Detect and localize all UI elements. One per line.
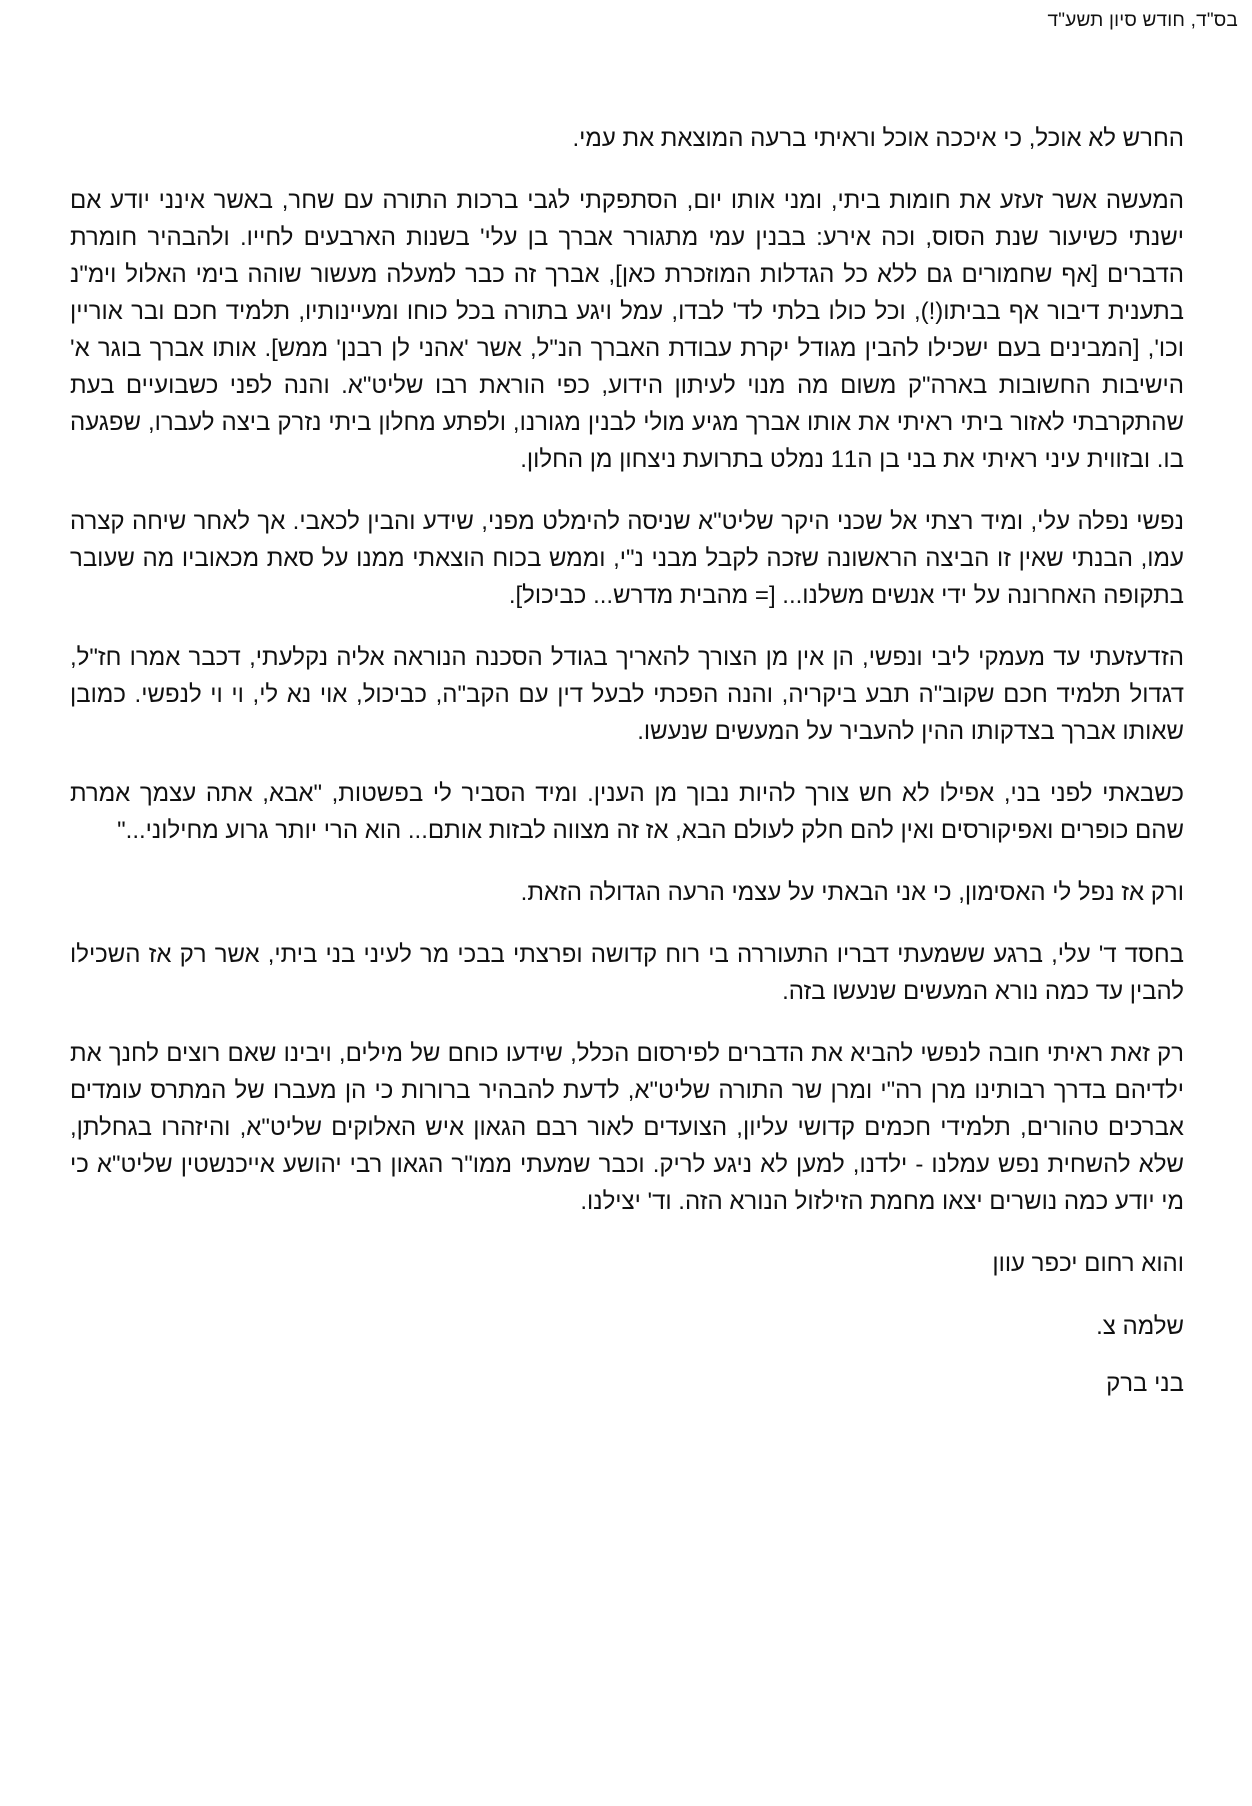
date-header: בס"ד, חודש סיון תשע"ד xyxy=(1047,10,1238,31)
signature: שלמה צ. xyxy=(1096,1313,1184,1340)
repentance-paragraph: בחסד ד' עלי, ברגע ששמעתי דבריו התעוררה בי רוח קדושה ופרצתי בבכי מר לעיני בני ביתי, אשר רק אז השכילו להבין עד כמה נורא המעשים שנעשו בזה. xyxy=(70,941,1184,1005)
shock-paragraph: הזדעזעתי עד מעמקי ליבי ונפשי, הן אין מן הצורך להאריך בגודל הסכנה הנוראה אליה נקלעתי, דכבר אמרו חז"ל, דגדול תלמיד חכם שקוב"ה תבע ביקריה, והנה הפכתי לבעל דין עם הקב"ה, כביכול, אוי נא לי, וי וי לנפשי. כמובן שאותו אברך בצדקותו ההין להעביר על המעשים שנעשו. xyxy=(70,644,1184,745)
reaction-paragraph: נפשי נפלה עלי, ומיד רצתי אל שכני היקר שליט"א שניסה להימלט מפני, שידע והבין לכאבי. אך לאחר שיחה קצרה עמו, הבנתי שאין זו הביצה הראשונה שזכה לקבל מבני נ"י, וממש בכוח הוצאתי ממנו על סאת מכאוביו מה שעובר בתקופה האחרונה על ידי אנשים משלנו... [= מהבית מדרש... כביכול]. xyxy=(70,508,1184,609)
conclusion-paragraph: רק זאת ראיתי חובה לנפשי להביא את הדברים לפירסום הכלל, שידעו כוחם של מילים, ויבינו שאם רוצים לחנך את ילדיהם בדרך רבותינו מרן רה"י ומרן שר התורה שליט"א, לדעת להבהיר ברורות כי הן מעברו של המתרס עומדים אברכים טהורים, תלמידי חכמים קדושי עליון, הצועדים לאור רבם הגאון איש האלוקים שליט"א, והיזהרו בגחלתן, שלא להשחית נפש עמלנו - ילדנו, למען לא ניגע לריק. וכבר שמעתי ממו"ר הגאון רבי יהושע אייכנשטין שליט"א כי מי יודע כמה נושרים יצאו מחמת הזילזול הנורא הזה. וד' יצילנו. xyxy=(70,1040,1184,1215)
realization-paragraph: ורק אז נפל לי האסימון, כי אני הבאתי על עצמי הרעה הגדולה הזאת. xyxy=(520,879,1184,906)
story-paragraph: המעשה אשר זעזע את חומות ביתי, ומני אותו יום, הסתפקתי לגבי ברכות התורה עם שחר, באשר אינני יודע אם ישנתי כשיעור שנת הסוס, וכה אירע: בבנין עמי מתגורר אברך בן עלי' בשנות הארבעים לחייו. ולהבהיר חומרת הדברים [אף שחמורים גם ללא כל הגדלות המוזכרת כאן], אברך זה כבר למעלה מעשור שוהה בימי האלול וימ"נ בתענית דיבור אף בביתו(!), וכל כולו בלתי לד' לבדו, עמל ויגע בתורה בכל כוחו ומעיינותיו, תלמיד חכם ובר אוריין וכו', [המבינים בעם ישכילו להבין מגודל יקרת עבודת האברך הנ"ל, אשר 'אהני לן רבנן' ממש]. אותו אברך בוגר א' הישיבות החשובות בארה"ק משום מה מנוי לעיתון הידוע, כפי הוראת רבו שליט"א. והנה לפני כשבועיים בעת שהתקרבתי לאזור ביתי ראיתי את אותו אברך מגיע מולי לבנין מגורנו, ולפתע מחלון ביתי נזרק ביצה לעברו, שפגעה בו. ובזווית עיני ראיתי את בני בן ה11 נמלט בתרועת ניצחון מן החלון. xyxy=(70,187,1184,473)
letter-body xyxy=(70,120,1184,1402)
son-explanation-paragraph: כשבאתי לפני בני, אפילו לא חש צורך להיות נבוך מן הענין. ומיד הסביר לי בפשטות, "אבא, אתה עצמך אמרת שהם כופרים ואפיקורסים ואין להם חלק לעולם הבא, אז זה מצווה לבזות אותם... הוא הרי יותר גרוע מחילוני..." xyxy=(70,780,1184,844)
opening-paragraph: החרש לא אוכל, כי איככה אוכל וראיתי ברעה המוצאת את עמי. xyxy=(572,125,1184,152)
location-line: בני ברק xyxy=(1106,1370,1184,1397)
closing-line: והוא רחום יכפר עוון xyxy=(992,1250,1184,1277)
